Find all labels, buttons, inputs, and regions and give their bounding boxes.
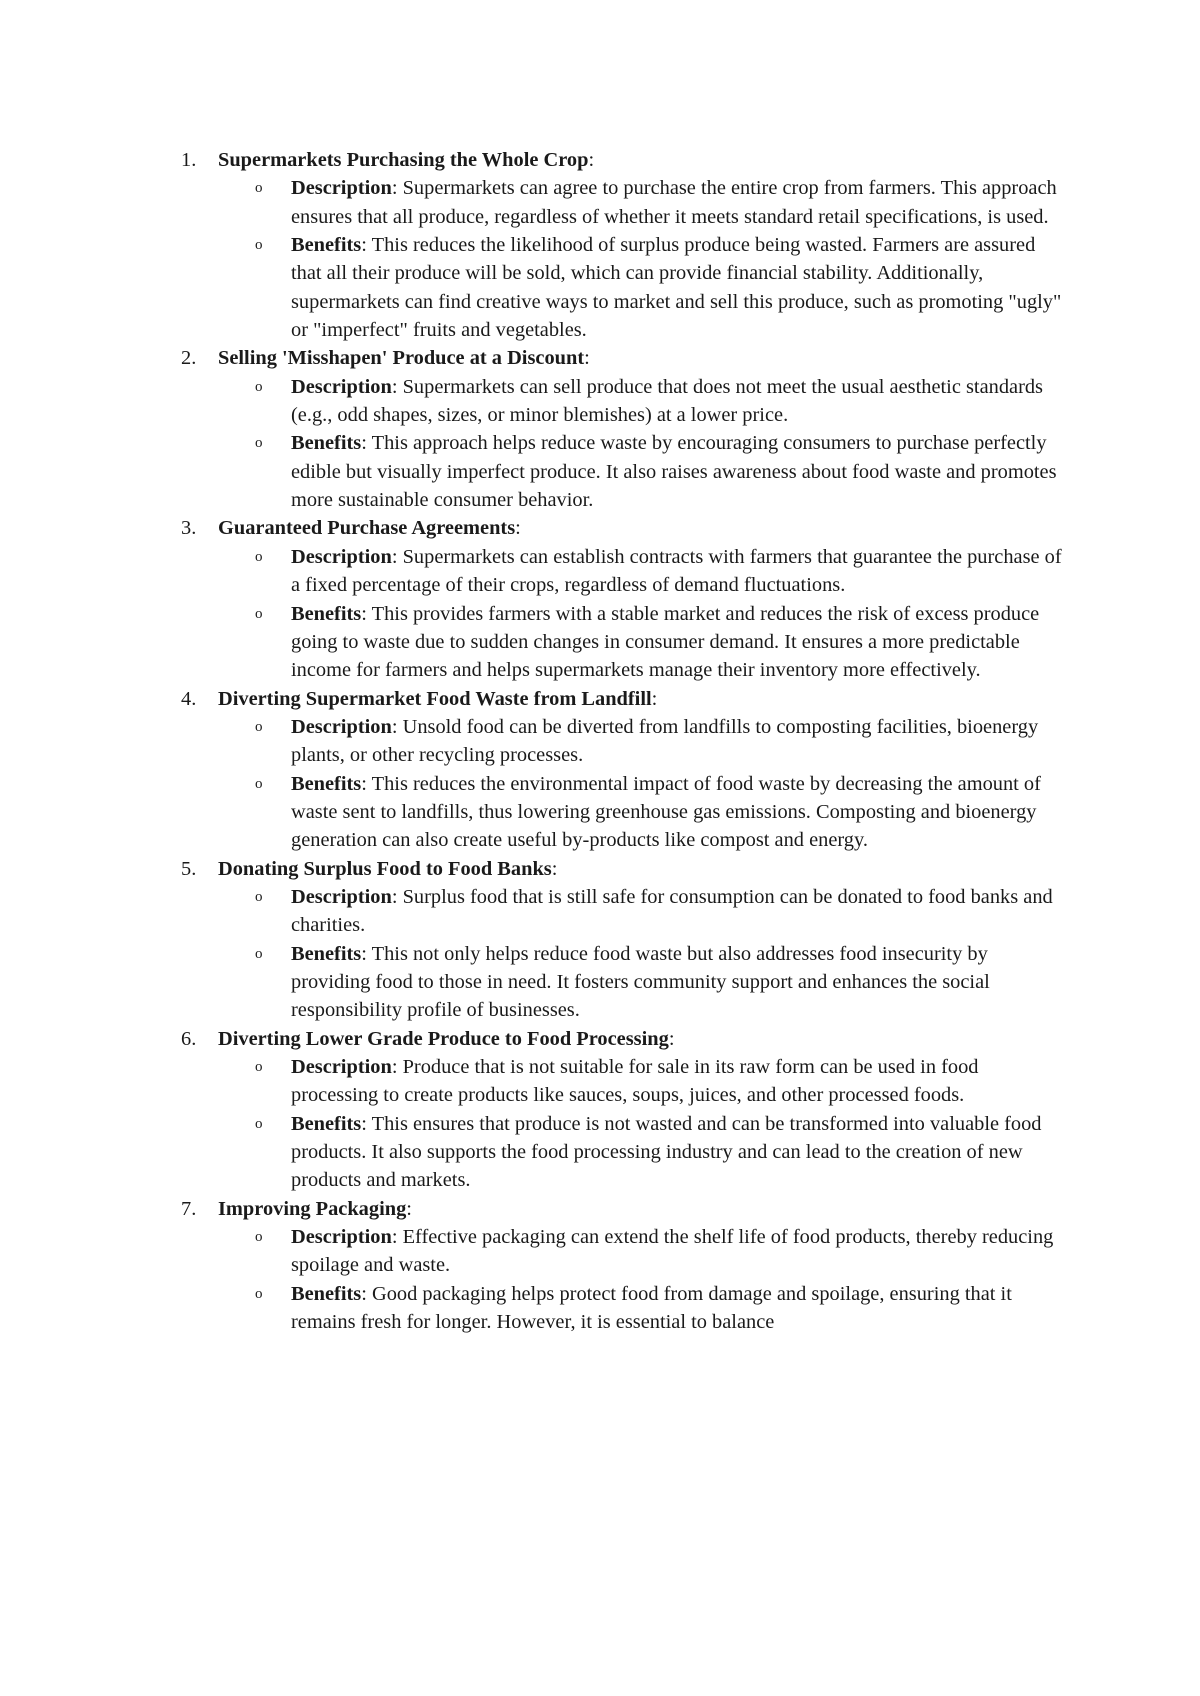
bullet-marker: o bbox=[255, 435, 263, 452]
heading-colon: : bbox=[551, 857, 558, 880]
description-text: Supermarkets can sell produce that does not meet the usual aesthetic standards (e.g., odd shapes, sizes, or minor blemishes) at a lower price. bbox=[291, 375, 1043, 427]
item-heading-line bbox=[0, 685, 1200, 713]
description-bullet bbox=[0, 1223, 1066, 1280]
description-bullet bbox=[0, 713, 1066, 770]
benefits-label: Benefits bbox=[291, 432, 362, 455]
list-item bbox=[0, 344, 1200, 514]
label-colon: : bbox=[391, 177, 398, 200]
item-number: 3. bbox=[181, 517, 197, 540]
heading-colon: : bbox=[515, 517, 521, 540]
label-colon: : bbox=[361, 1282, 367, 1305]
list-item bbox=[0, 855, 1200, 1025]
benefits-bullet bbox=[0, 231, 1066, 344]
bullet-marker: o bbox=[255, 378, 263, 395]
bullet-marker: o bbox=[255, 718, 263, 735]
description-label: Description bbox=[291, 375, 392, 398]
benefits-text: This not only helps reduce food waste but also addresses food insecurity by providing food to those in need. It fosters community support and enhances the social responsibility profile of businesses. bbox=[291, 942, 990, 1022]
bullet-marker: o bbox=[255, 945, 263, 962]
description-label: Description bbox=[291, 885, 392, 908]
description-bullet bbox=[0, 373, 1066, 430]
bullet-marker: o bbox=[255, 888, 263, 905]
label-colon: : bbox=[391, 715, 398, 738]
benefits-text: This provides farmers with a stable market and reduces the risk of excess produce going to waste due to sudden changes in consumer demand. It ensures a more predictable income for farmers and helps supermarkets manage their inventory more effectively. bbox=[291, 602, 1040, 682]
bullet-marker: o bbox=[255, 605, 263, 622]
list-item bbox=[0, 514, 1200, 684]
label-colon: : bbox=[361, 1112, 367, 1135]
item-number: 2. bbox=[181, 347, 197, 370]
item-number: 6. bbox=[181, 1027, 197, 1050]
description-text: Produce that is not suitable for sale in its raw form can be used in food processing to create products like sauces, soups, juices, and other processed foods. bbox=[291, 1056, 979, 1107]
label-colon: : bbox=[361, 602, 367, 625]
item-heading: Supermarkets Purchasing the Whole Crop bbox=[218, 149, 589, 171]
benefits-bullet bbox=[0, 1280, 1066, 1337]
description-label: Description bbox=[291, 177, 392, 200]
benefits-bullet bbox=[0, 429, 1066, 514]
heading-colon: : bbox=[584, 347, 590, 370]
bullet-marker: o bbox=[255, 775, 263, 792]
item-heading: Diverting Supermarket Food Waste from Landfill bbox=[218, 687, 652, 710]
description-text: Supermarkets can agree to purchase the entire crop from farmers. This approach ensures that all produce, regardless of whether it meets standard retail specifications, is used. bbox=[291, 177, 1057, 228]
label-colon: : bbox=[361, 432, 367, 455]
benefits-text: This approach helps reduce waste by encouraging consumers to purchase perfectly edible but visually imperfect produce. It also raises awareness about food waste and promotes more sustainable consumer behavior. bbox=[291, 432, 1057, 512]
bullet-marker: o bbox=[255, 1285, 263, 1302]
description-label: Description bbox=[291, 1056, 392, 1078]
benefits-label: Benefits bbox=[291, 602, 362, 625]
description-text: Supermarkets can establish contracts with farmers that guarantee the purchase of a fixed percentage of their crops, regardless of demand fluctuations. bbox=[291, 545, 1062, 597]
label-colon: : bbox=[391, 1226, 398, 1249]
description-label: Description bbox=[291, 545, 392, 568]
label-colon: : bbox=[361, 772, 367, 795]
item-heading: Donating Surplus Food to Food Banks bbox=[218, 857, 552, 880]
benefits-text: This ensures that produce is not wasted and can be transformed into valuable food products. It also supports the food processing industry and can lead to the creation of new products and markets. bbox=[291, 1112, 1042, 1192]
list-item bbox=[0, 685, 1200, 855]
item-number: 5. bbox=[181, 857, 197, 880]
label-colon: : bbox=[391, 885, 398, 908]
benefits-bullet bbox=[0, 770, 1066, 855]
benefits-bullet bbox=[0, 1110, 1066, 1195]
item-heading: Improving Packaging bbox=[218, 1197, 407, 1220]
description-label: Description bbox=[291, 715, 392, 738]
description-text: Surplus food that is still safe for consumption can be donated to food banks and charities. bbox=[291, 885, 1053, 937]
item-number: 4. bbox=[181, 687, 197, 710]
item-heading-line bbox=[0, 1025, 1200, 1053]
benefits-label: Benefits bbox=[291, 1282, 362, 1305]
benefits-bullet bbox=[0, 940, 1066, 1025]
item-number: 7. bbox=[181, 1197, 197, 1220]
benefits-bullet bbox=[0, 600, 1066, 685]
bullet-marker: o bbox=[255, 1059, 263, 1075]
list-item bbox=[0, 1195, 1200, 1337]
heading-colon: : bbox=[651, 687, 658, 710]
description-text: Effective packaging can extend the shelf life of food products, thereby reducing spoilage and waste. bbox=[291, 1226, 1054, 1277]
description-bullet bbox=[0, 1053, 1066, 1110]
description-bullet bbox=[0, 543, 1066, 600]
item-heading: Diverting Lower Grade Produce to Food Processing bbox=[218, 1027, 669, 1050]
benefits-label: Benefits bbox=[291, 772, 362, 795]
list-item bbox=[0, 1025, 1200, 1195]
heading-colon: : bbox=[406, 1197, 412, 1220]
description-bullet bbox=[0, 174, 1066, 231]
item-heading-line bbox=[0, 146, 1200, 174]
bullet-marker: o bbox=[255, 237, 263, 254]
benefits-text: This reduces the environmental impact of food waste by decreasing the amount of waste sent to landfills, thus lowering greenhouse gas emissions. Composting and bioenergy generation can also create useful by-products like compost and energy. bbox=[291, 772, 1041, 852]
item-heading: Guaranteed Purchase Agreements bbox=[218, 517, 516, 540]
label-colon: : bbox=[391, 545, 398, 568]
item-heading-line bbox=[0, 855, 1200, 883]
benefits-text: This reduces the likelihood of surplus produce being wasted. Farmers are assured that all their produce will be sold, which can provide financial stability. Additionally, supermarkets can find creative ways to market and sell this produce, such as promoting "ugly" or "imperfect" fruits and vegetables. bbox=[291, 234, 1062, 342]
description-label: Description bbox=[291, 1226, 392, 1249]
heading-colon: : bbox=[668, 1027, 675, 1050]
label-colon: : bbox=[391, 375, 398, 398]
bullet-marker: o bbox=[255, 548, 263, 565]
description-text: Unsold food can be diverted from landfills to composting facilities, bioenergy plants, or other recycling processes. bbox=[291, 715, 1039, 767]
item-heading: Selling 'Misshapen' Produce at a Discount bbox=[218, 347, 585, 370]
benefits-text: Good packaging helps protect food from damage and spoilage, ensuring that it remains fresh for longer. However, it is essential to balance bbox=[291, 1282, 1012, 1334]
benefits-label: Benefits bbox=[291, 234, 362, 257]
heading-colon: : bbox=[588, 149, 595, 171]
item-heading-line bbox=[0, 1195, 1200, 1223]
label-colon: : bbox=[391, 1056, 398, 1078]
bullet-marker: o bbox=[255, 1229, 263, 1246]
benefits-label: Benefits bbox=[291, 1112, 362, 1135]
benefits-label: Benefits bbox=[291, 942, 362, 965]
bullet-marker: o bbox=[255, 180, 263, 197]
description-bullet bbox=[0, 883, 1066, 940]
bullet-marker: o bbox=[255, 1115, 263, 1132]
item-number: 1. bbox=[181, 149, 197, 171]
item-heading-line bbox=[0, 514, 1200, 542]
strategy-list bbox=[0, 146, 1200, 1336]
item-heading-line bbox=[0, 344, 1200, 372]
label-colon: : bbox=[361, 942, 367, 965]
label-colon: : bbox=[361, 234, 367, 257]
list-item bbox=[0, 146, 1200, 344]
